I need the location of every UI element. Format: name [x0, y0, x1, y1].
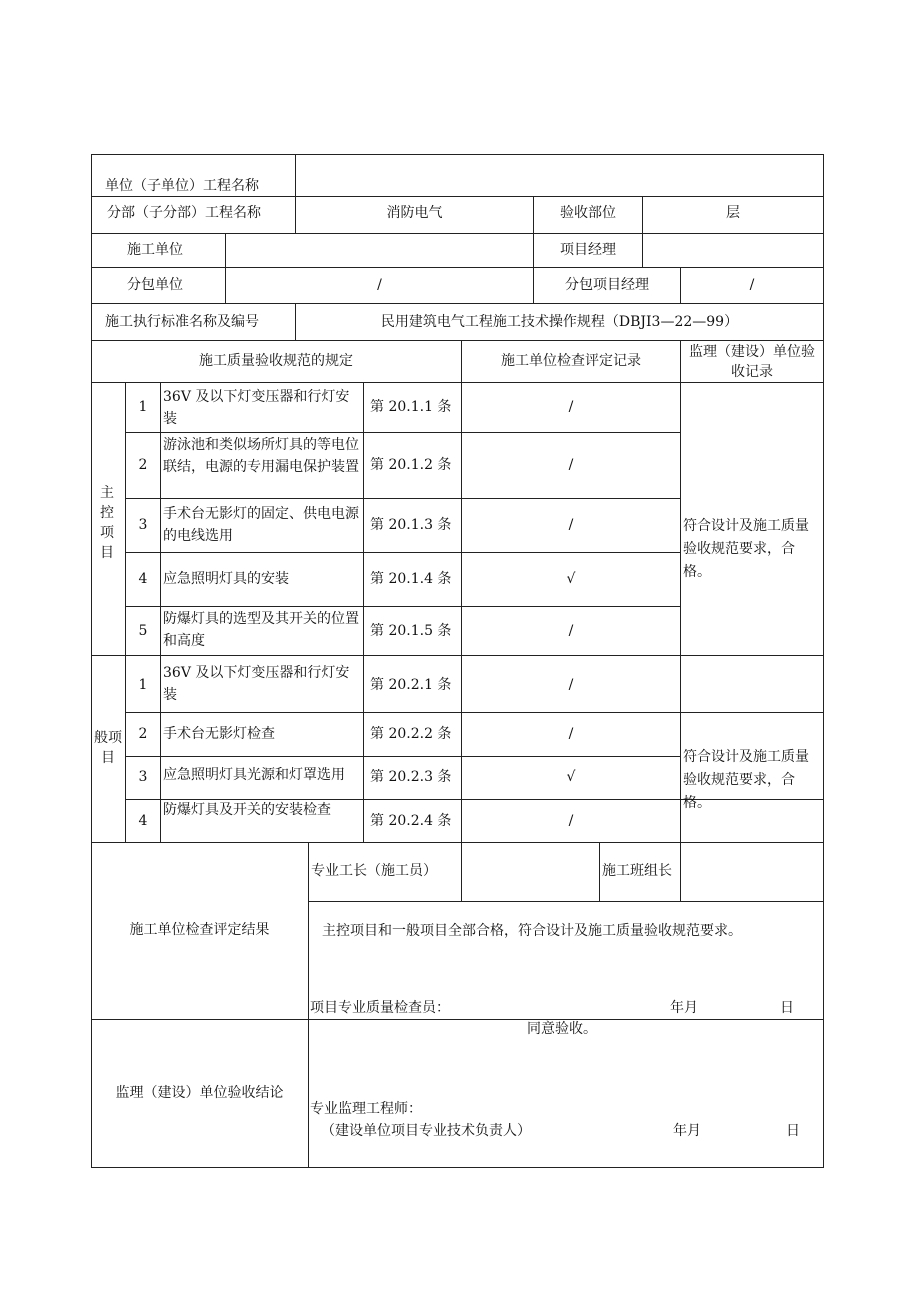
general-item-result[interactable]: / — [568, 813, 574, 829]
main-control-label: 主控项目 — [100, 485, 114, 561]
subcontract-manager-label: 分包项目经理 — [565, 277, 649, 293]
inspection-label: 施工单位检查评定结果 — [129, 922, 270, 938]
project-manager-label: 项目经理 — [560, 242, 616, 258]
supervision-engineer-label: 专业监理工程师： — [310, 1101, 422, 1117]
foreman-label: 专业工长（施工员） — [311, 863, 437, 879]
main-item-desc: 36V 及以下灯变压器和行灯安装 — [163, 389, 350, 427]
subcontract-unit-value[interactable]: / — [377, 277, 382, 293]
main-item-result[interactable]: / — [568, 517, 574, 533]
general-item-desc: 手术台无影灯检查 — [163, 726, 275, 742]
main-item-clause: 第 20.1.4 条 — [370, 571, 452, 587]
team-leader-label: 施工班组长 — [602, 863, 672, 879]
general-item-result[interactable]: √ — [566, 769, 576, 785]
main-item-result[interactable]: / — [568, 623, 574, 639]
supervision-year-month: 年月 — [673, 1123, 701, 1139]
general-item-desc: 36V 及以下灯变压器和行灯安装 — [163, 665, 350, 703]
main-item-no: 5 — [138, 623, 148, 639]
main-item-desc: 手术台无影灯的固定、供电电源的电线选用 — [163, 506, 359, 544]
sub-project-value[interactable]: 消防电气 — [386, 205, 443, 221]
general-item-result[interactable]: / — [568, 677, 574, 693]
main-item-clause: 第 20.1.5 条 — [370, 623, 452, 639]
main-item-result[interactable]: / — [568, 457, 574, 473]
main-item-desc: 游泳池和类似场所灯具的等电位联结，电源的专用漏电保护装置 — [163, 437, 359, 475]
general-label: 般项目 — [94, 730, 122, 766]
general-item-result[interactable]: / — [568, 726, 574, 742]
supervision-owner-label: （建设单位项目专业技术负责人） — [321, 1123, 531, 1139]
general-item-no: 3 — [138, 769, 148, 785]
main-item-result[interactable]: / — [568, 399, 574, 415]
acceptance-part-label: 验收部位 — [560, 205, 616, 221]
general-item-clause: 第 20.2.3 条 — [370, 769, 452, 785]
main-item-no: 2 — [138, 457, 148, 473]
construction-unit-label: 施工单位 — [127, 242, 183, 258]
general-item-clause: 第 20.2.4 条 — [370, 813, 452, 829]
main-supervision-result: 符合设计及施工质量验收规范要求，合格。 — [683, 518, 809, 580]
col-check-record: 施工单位检查评定记录 — [501, 353, 641, 369]
main-item-clause: 第 20.1.3 条 — [370, 517, 452, 533]
main-item-no: 4 — [138, 571, 148, 587]
general-item-no: 1 — [138, 677, 148, 693]
general-supervision-result: 符合设计及施工质量验收规范要求，合格。 — [683, 749, 809, 811]
general-item-clause: 第 20.2.2 条 — [370, 726, 452, 742]
main-item-clause: 第 20.1.2 条 — [370, 457, 452, 473]
unit-project-label: 单位（子单位）工程名称 — [105, 178, 259, 194]
col-supervision-record: 监理（建设）单位验收记录 — [689, 344, 815, 380]
sub-project-label: 分部（子分部）工程名称 — [107, 205, 261, 221]
standard-label: 施工执行标准名称及编号 — [105, 314, 259, 330]
acceptance-form — [91, 154, 824, 1168]
supervision-label: 监理（建设）单位验收结论 — [115, 1085, 284, 1101]
main-item-no: 3 — [138, 517, 148, 533]
general-item-no: 2 — [138, 726, 148, 742]
main-item-no: 1 — [138, 399, 148, 415]
supervision-agree: 同意验收。 — [527, 1021, 597, 1037]
inspection-year-month: 年月 — [670, 1000, 698, 1016]
inspection-conclusion: 主控项目和一般项目全部合格，符合设计及施工质量验收规范要求。 — [322, 923, 742, 939]
supervision-day: 日 — [786, 1123, 800, 1139]
general-item-desc: 防爆灯具及开关的安装检查 — [163, 802, 331, 818]
acceptance-part-value[interactable]: 层 — [726, 205, 740, 221]
col-spec: 施工质量验收规范的规定 — [199, 353, 353, 369]
subcontract-unit-label: 分包单位 — [127, 277, 183, 293]
general-item-clause: 第 20.2.1 条 — [370, 677, 452, 693]
general-item-desc: 应急照明灯具光源和灯罩选用 — [163, 767, 345, 783]
inspection-day: 日 — [780, 1000, 794, 1016]
subcontract-manager-value[interactable]: / — [749, 277, 755, 293]
main-item-clause: 第 20.1.1 条 — [370, 399, 452, 415]
main-item-desc: 应急照明灯具的安装 — [163, 571, 289, 587]
main-item-result[interactable]: √ — [566, 571, 576, 587]
general-item-no: 4 — [138, 813, 148, 829]
standard-value[interactable]: 民用建筑电气工程施工技术操作规程（DBJI3—22—99） — [380, 314, 739, 330]
inspector-label: 项目专业质量检查员： — [310, 1000, 450, 1016]
main-item-desc: 防爆灯具的选型及其开关的位置和高度 — [163, 611, 359, 649]
